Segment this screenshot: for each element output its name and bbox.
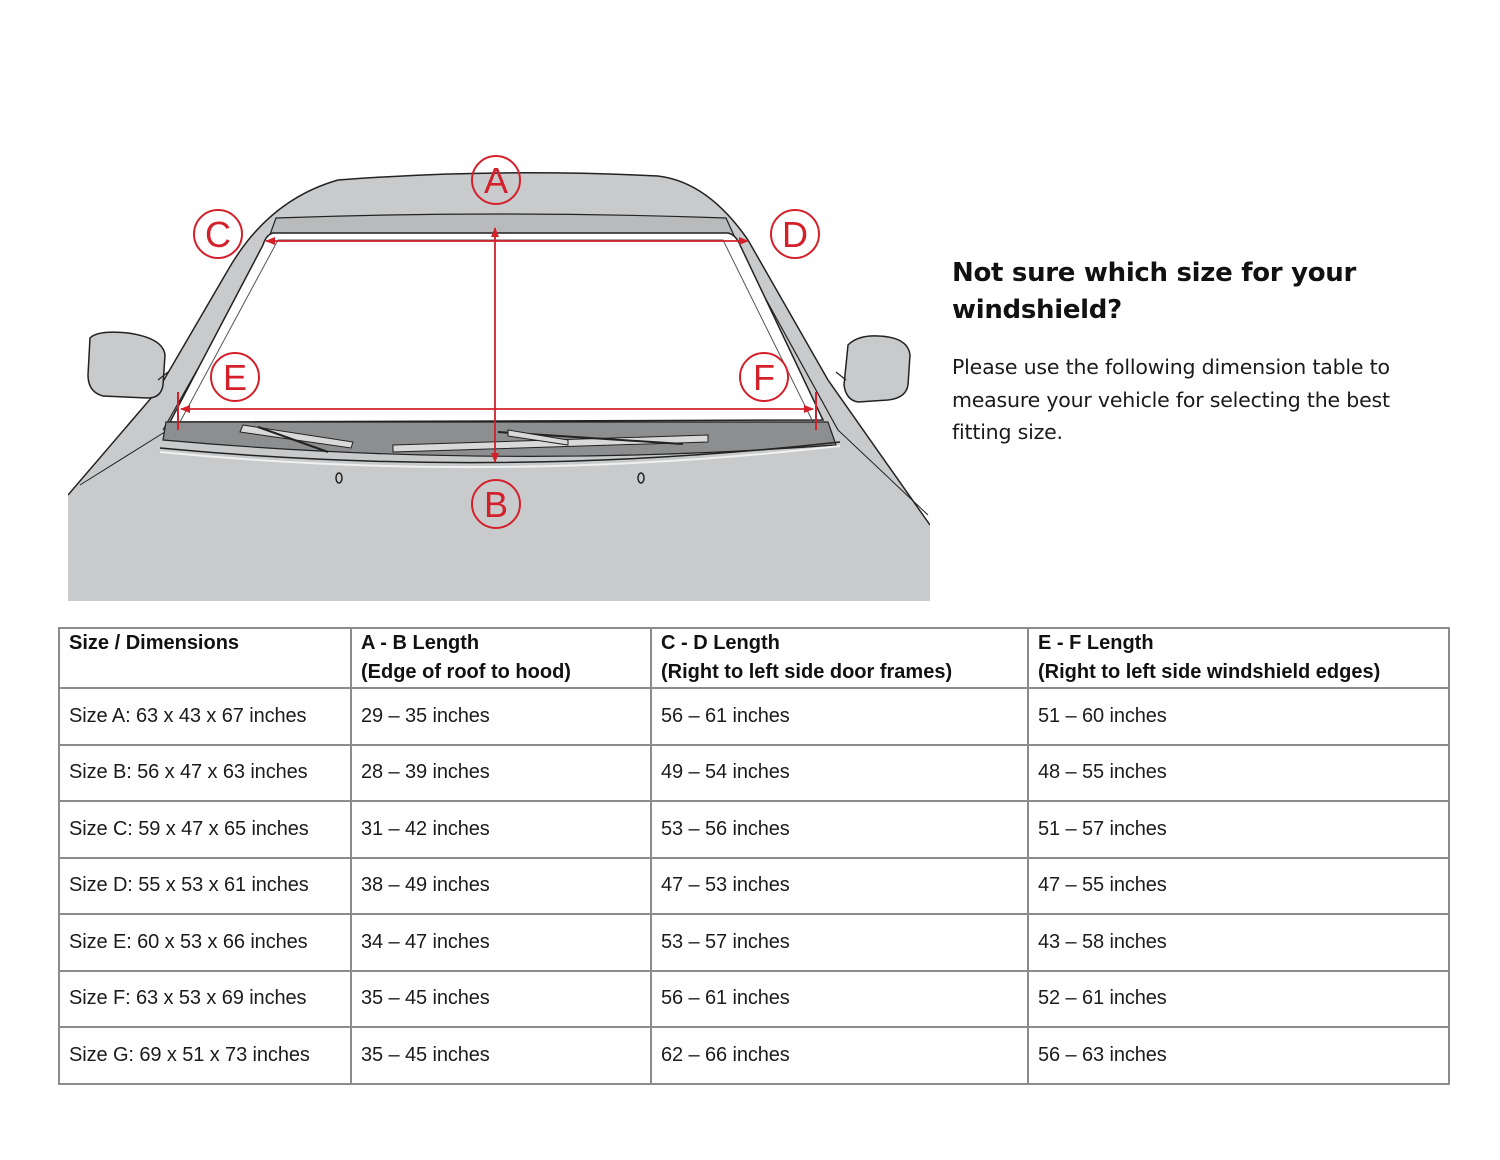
header-label: Size / Dimensions	[69, 632, 240, 654]
cell-ab-length: 35 – 45 inches	[351, 1027, 651, 1084]
cell-cd-length: 53 – 57 inches	[651, 914, 1028, 971]
table-row	[59, 1027, 1449, 1084]
cell-size: Size C: 59 x 47 x 65 inches	[59, 801, 351, 858]
table-row	[59, 688, 1449, 745]
cell-ab-length: 31 – 42 inches	[351, 801, 651, 858]
left-mirror	[88, 332, 168, 398]
cell-size: Size A: 63 x 43 x 67 inches	[59, 688, 351, 745]
cell-size: Size F: 63 x 53 x 69 inches	[59, 971, 351, 1028]
svg-text:F: F	[753, 357, 775, 398]
table-row	[59, 801, 1449, 858]
cell-cd-length: 56 – 61 inches	[651, 688, 1028, 745]
cell-ab-length: 29 – 35 inches	[351, 688, 651, 745]
sizing-help-title: Not sure which size for your windshield?	[952, 258, 1357, 325]
sizing-help	[952, 255, 1452, 449]
svg-text:C: C	[205, 214, 231, 255]
table-row	[59, 745, 1449, 802]
cell-size: Size B: 56 x 47 x 63 inches	[59, 745, 351, 802]
cell-ab-length: 38 – 49 inches	[351, 858, 651, 915]
cell-ab-length: 35 – 45 inches	[351, 971, 651, 1028]
cell-cd-length: 56 – 61 inches	[651, 971, 1028, 1028]
cell-size: Size E: 60 x 53 x 66 inches	[59, 914, 351, 971]
marker-b	[472, 480, 520, 528]
table-row	[59, 914, 1449, 971]
header-ef-length	[1028, 628, 1449, 688]
cell-cd-length: 62 – 66 inches	[651, 1027, 1028, 1084]
dimension-table	[58, 627, 1450, 1085]
header-label: A - B Length	[361, 632, 480, 654]
cell-cd-length: 49 – 54 inches	[651, 745, 1028, 802]
svg-text:A: A	[483, 160, 509, 201]
table-row	[59, 971, 1449, 1028]
header-size-dimensions	[59, 628, 351, 688]
right-mirror	[836, 336, 910, 402]
cell-ef-length: 51 – 57 inches	[1028, 801, 1449, 858]
cell-cd-length: 53 – 56 inches	[651, 801, 1028, 858]
header-label: C - D Length	[661, 632, 780, 654]
cell-ab-length: 28 – 39 inches	[351, 745, 651, 802]
cell-ef-length: 52 – 61 inches	[1028, 971, 1449, 1028]
cell-ef-length: 56 – 63 inches	[1028, 1027, 1449, 1084]
cell-ef-length: 47 – 55 inches	[1028, 858, 1449, 915]
marker-a	[472, 156, 520, 204]
header-sublabel: (Edge of roof to hood)	[361, 661, 571, 683]
marker-c	[194, 210, 242, 258]
svg-text:E: E	[222, 357, 248, 398]
table-row	[59, 858, 1449, 915]
header-ab-length	[351, 628, 651, 688]
cell-size: Size G: 69 x 51 x 73 inches	[59, 1027, 351, 1084]
marker-d	[771, 210, 819, 258]
marker-e	[211, 353, 259, 401]
cell-size: Size D: 55 x 53 x 61 inches	[59, 858, 351, 915]
header-sublabel: (Right to left side door frames)	[661, 661, 953, 683]
windshield-measurement-diagram	[68, 140, 930, 601]
cell-ef-length: 48 – 55 inches	[1028, 745, 1449, 802]
windshield-glass	[170, 233, 823, 422]
sizing-help-text: Please use the following dimension table to measure your vehicle for selecting the best fitting size.	[952, 355, 1390, 444]
cell-ef-length: 43 – 58 inches	[1028, 914, 1449, 971]
header-sublabel: (Right to left side windshield edges)	[1038, 661, 1381, 683]
header-cd-length	[651, 628, 1028, 688]
marker-f	[740, 353, 788, 401]
table-header-row	[59, 628, 1449, 688]
header-label: E - F Length	[1038, 632, 1154, 654]
svg-text:B: B	[483, 484, 509, 525]
cell-cd-length: 47 – 53 inches	[651, 858, 1028, 915]
cell-ab-length: 34 – 47 inches	[351, 914, 651, 971]
cell-ef-length: 51 – 60 inches	[1028, 688, 1449, 745]
svg-text:D: D	[782, 214, 808, 255]
